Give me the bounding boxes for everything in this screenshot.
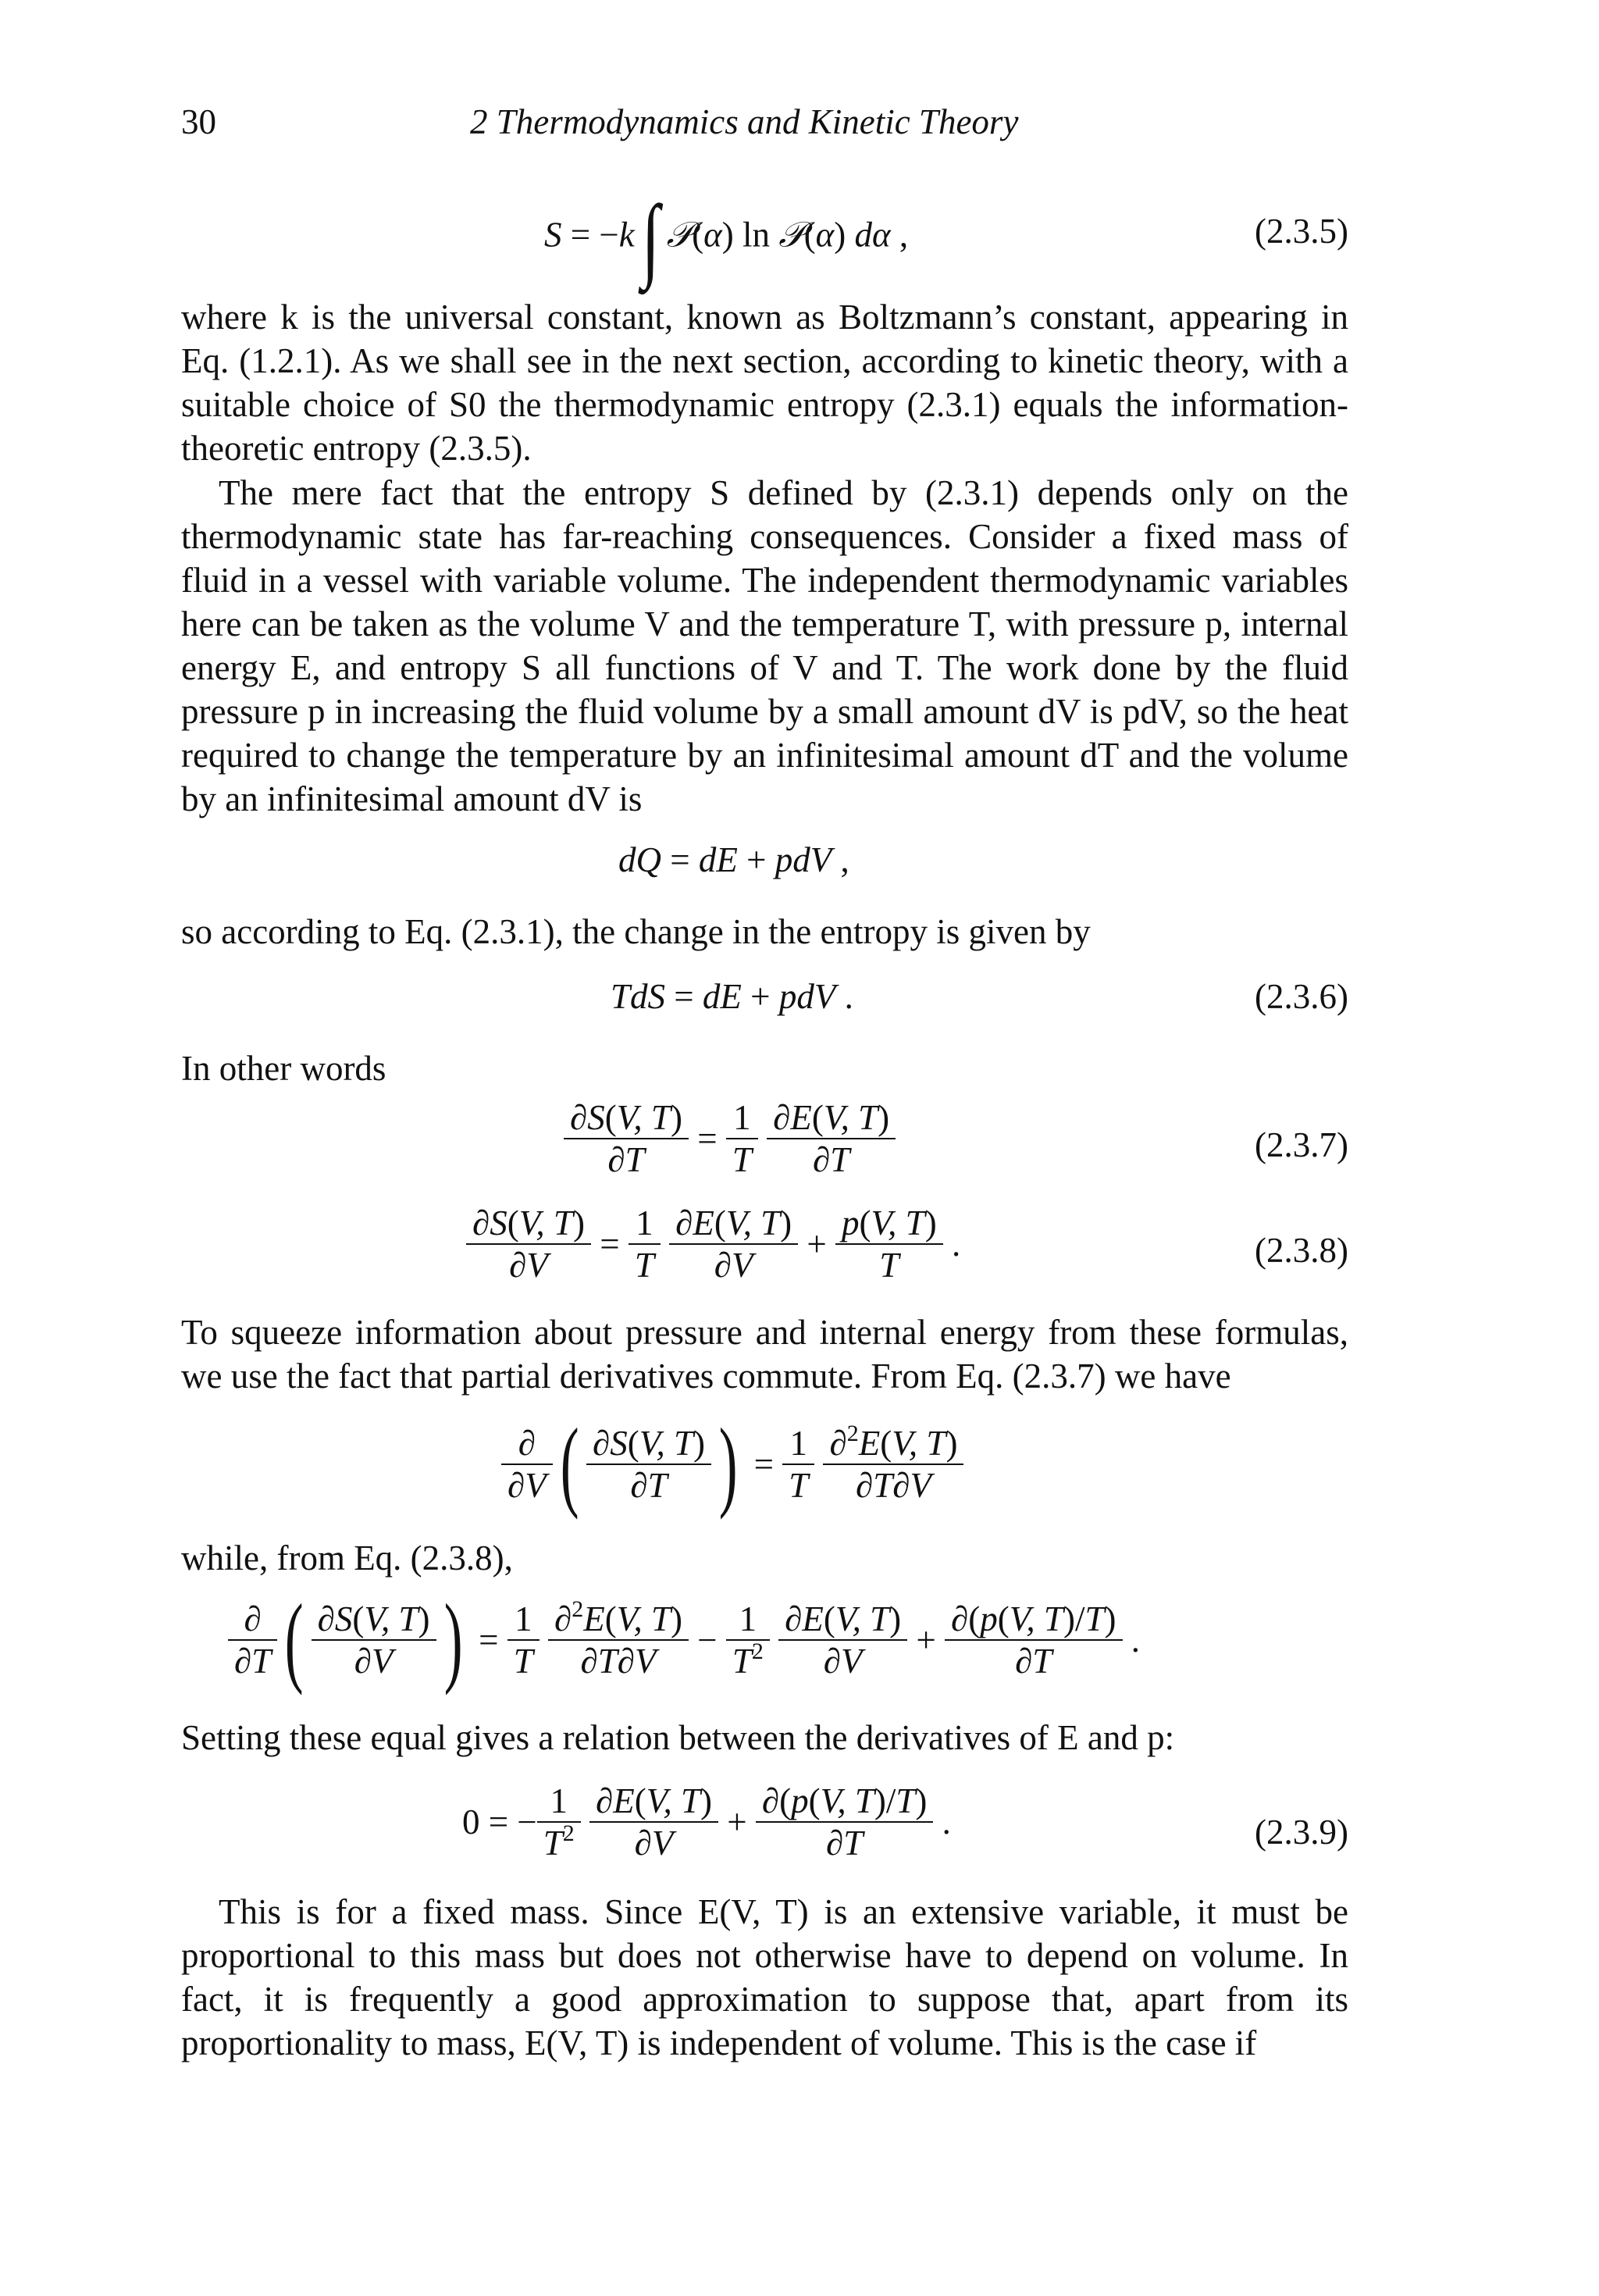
equation-commute-2-body: $\frac{\partial}{\partial T}$ ( $\frac{\partial S(V, T)}{\partial V}$ ) = $\frac{1}{T}$ $\frac{\partial^2E(V, T)}{\partial T\partial V}$ − $\frac{1}{T^2}$ $\frac{\partial E(V, T)}{\partial V}$ + $\frac{\partial(p(V, T)/T)}{\partial T}$ . (228, 1589, 1140, 1691)
equation-number: (2.3.7) (1255, 1125, 1348, 1164)
page-number: 30 (181, 102, 216, 141)
paragraph-7: Setting these equal gives a relation between the derivatives of E and p: (181, 1718, 1175, 1757)
paragraph-8: This is for a fixed mass. Since E(V, T) is an extensive variable, it must be proportional to this mass but does not otherwise have to depend on volume. In fact, it is frequently a good approximation to suppose that, apart from its proportionality to mass, E(V, T) is independent of volume. This is the case if (181, 1892, 1348, 2062)
equation-number: (2.3.5) (1255, 212, 1348, 251)
equation-number: (2.3.9) (1255, 1813, 1348, 1852)
equation-2-3-7-body: $\frac{\partial S(V, T)}{\partial T}$ = $\frac{1}{T}$ $\frac{\partial E(V, T)}{\partial T}$ (564, 1097, 896, 1180)
equation-2-3-9-body: 0 = − $\frac{1}{T^2}$ $\frac{\partial E(V, T)}{\partial V}$ + $\frac{\partial(p(V, T)/T)}{\partial T}$ . (462, 1781, 951, 1863)
equation-2-3-8 (181, 1203, 1348, 1296)
paragraph-1: where k is the universal constant, known as Boltzmann’s constant, appearing in Eq. (1.2.1). As we shall see in the next section, according to kinetic theory, with a suitable choice of S0 the thermodynamic entropy (2.3.1) equals the information-theoretic entropy (2.3.5). (181, 298, 1348, 468)
equation-number: (2.3.6) (1255, 977, 1348, 1016)
equation-dq (181, 840, 1348, 886)
equation-commute-1-body: $\frac{\partial}{\partial V}$ ( $\frac{\partial S(V, T)}{\partial T}$ ) = $\frac{1}{T}$ $\frac{\partial^2E(V, T)}{\partial T\partial V}$ (501, 1414, 963, 1515)
paragraph-4: In other words (181, 1049, 386, 1088)
equation-dq-body: dQ = dE + pdV , (618, 840, 849, 879)
equation-2-3-7 (181, 1097, 1348, 1191)
paragraph-6: while, from Eq. (2.3.8), (181, 1538, 513, 1578)
equation-2-3-6-body: TdS = dE + pdV . (611, 977, 853, 1016)
paragraph-2: The mere fact that the entropy S defined by (2.3.1) depends only on the thermodynamic state has far-reaching consequences. Consider a fixed mass of fluid in a vessel with variable volume. The independent thermodynamic variables here can be taken as the volume V and the temperature T, with pressure p, internal energy E, and entropy S all functions of V and T. The work done by the fluid pressure p in increasing the fluid volume by a small amount dV is pdV, so the heat required to change the temperature by an infinitesimal amount dT and the volume by an infinitesimal amount dV is (181, 473, 1348, 818)
running-header (181, 102, 1348, 148)
equation-2-3-5-body: S = −k∫ 𝒫(α) ln 𝒫(α) dα , (544, 186, 909, 290)
equation-commute-2 (181, 1584, 1348, 1706)
equation-2-3-8-body: $\frac{\partial S(V, T)}{\partial V}$ = $\frac{1}{T}$ $\frac{\partial E(V, T)}{\partial V}$ + $\frac{p(V, T)}{T}$ . (466, 1203, 960, 1285)
paragraph-3: so according to Eq. (2.3.1), the change in the entropy is given by (181, 912, 1091, 951)
equation-number: (2.3.8) (1255, 1231, 1348, 1270)
running-title: 2 Thermodynamics and Kinetic Theory (470, 102, 1019, 141)
equation-2-3-5 (181, 186, 1348, 290)
equation-commute-1 (181, 1408, 1348, 1531)
equation-2-3-6 (181, 976, 1348, 1023)
equation-2-3-9 (181, 1781, 1348, 1882)
paragraph-5: To squeeze information about pressure and internal energy from these formulas, we use the fact that partial derivatives commute. From Eq. (2.3.7) we have (181, 1313, 1348, 1396)
